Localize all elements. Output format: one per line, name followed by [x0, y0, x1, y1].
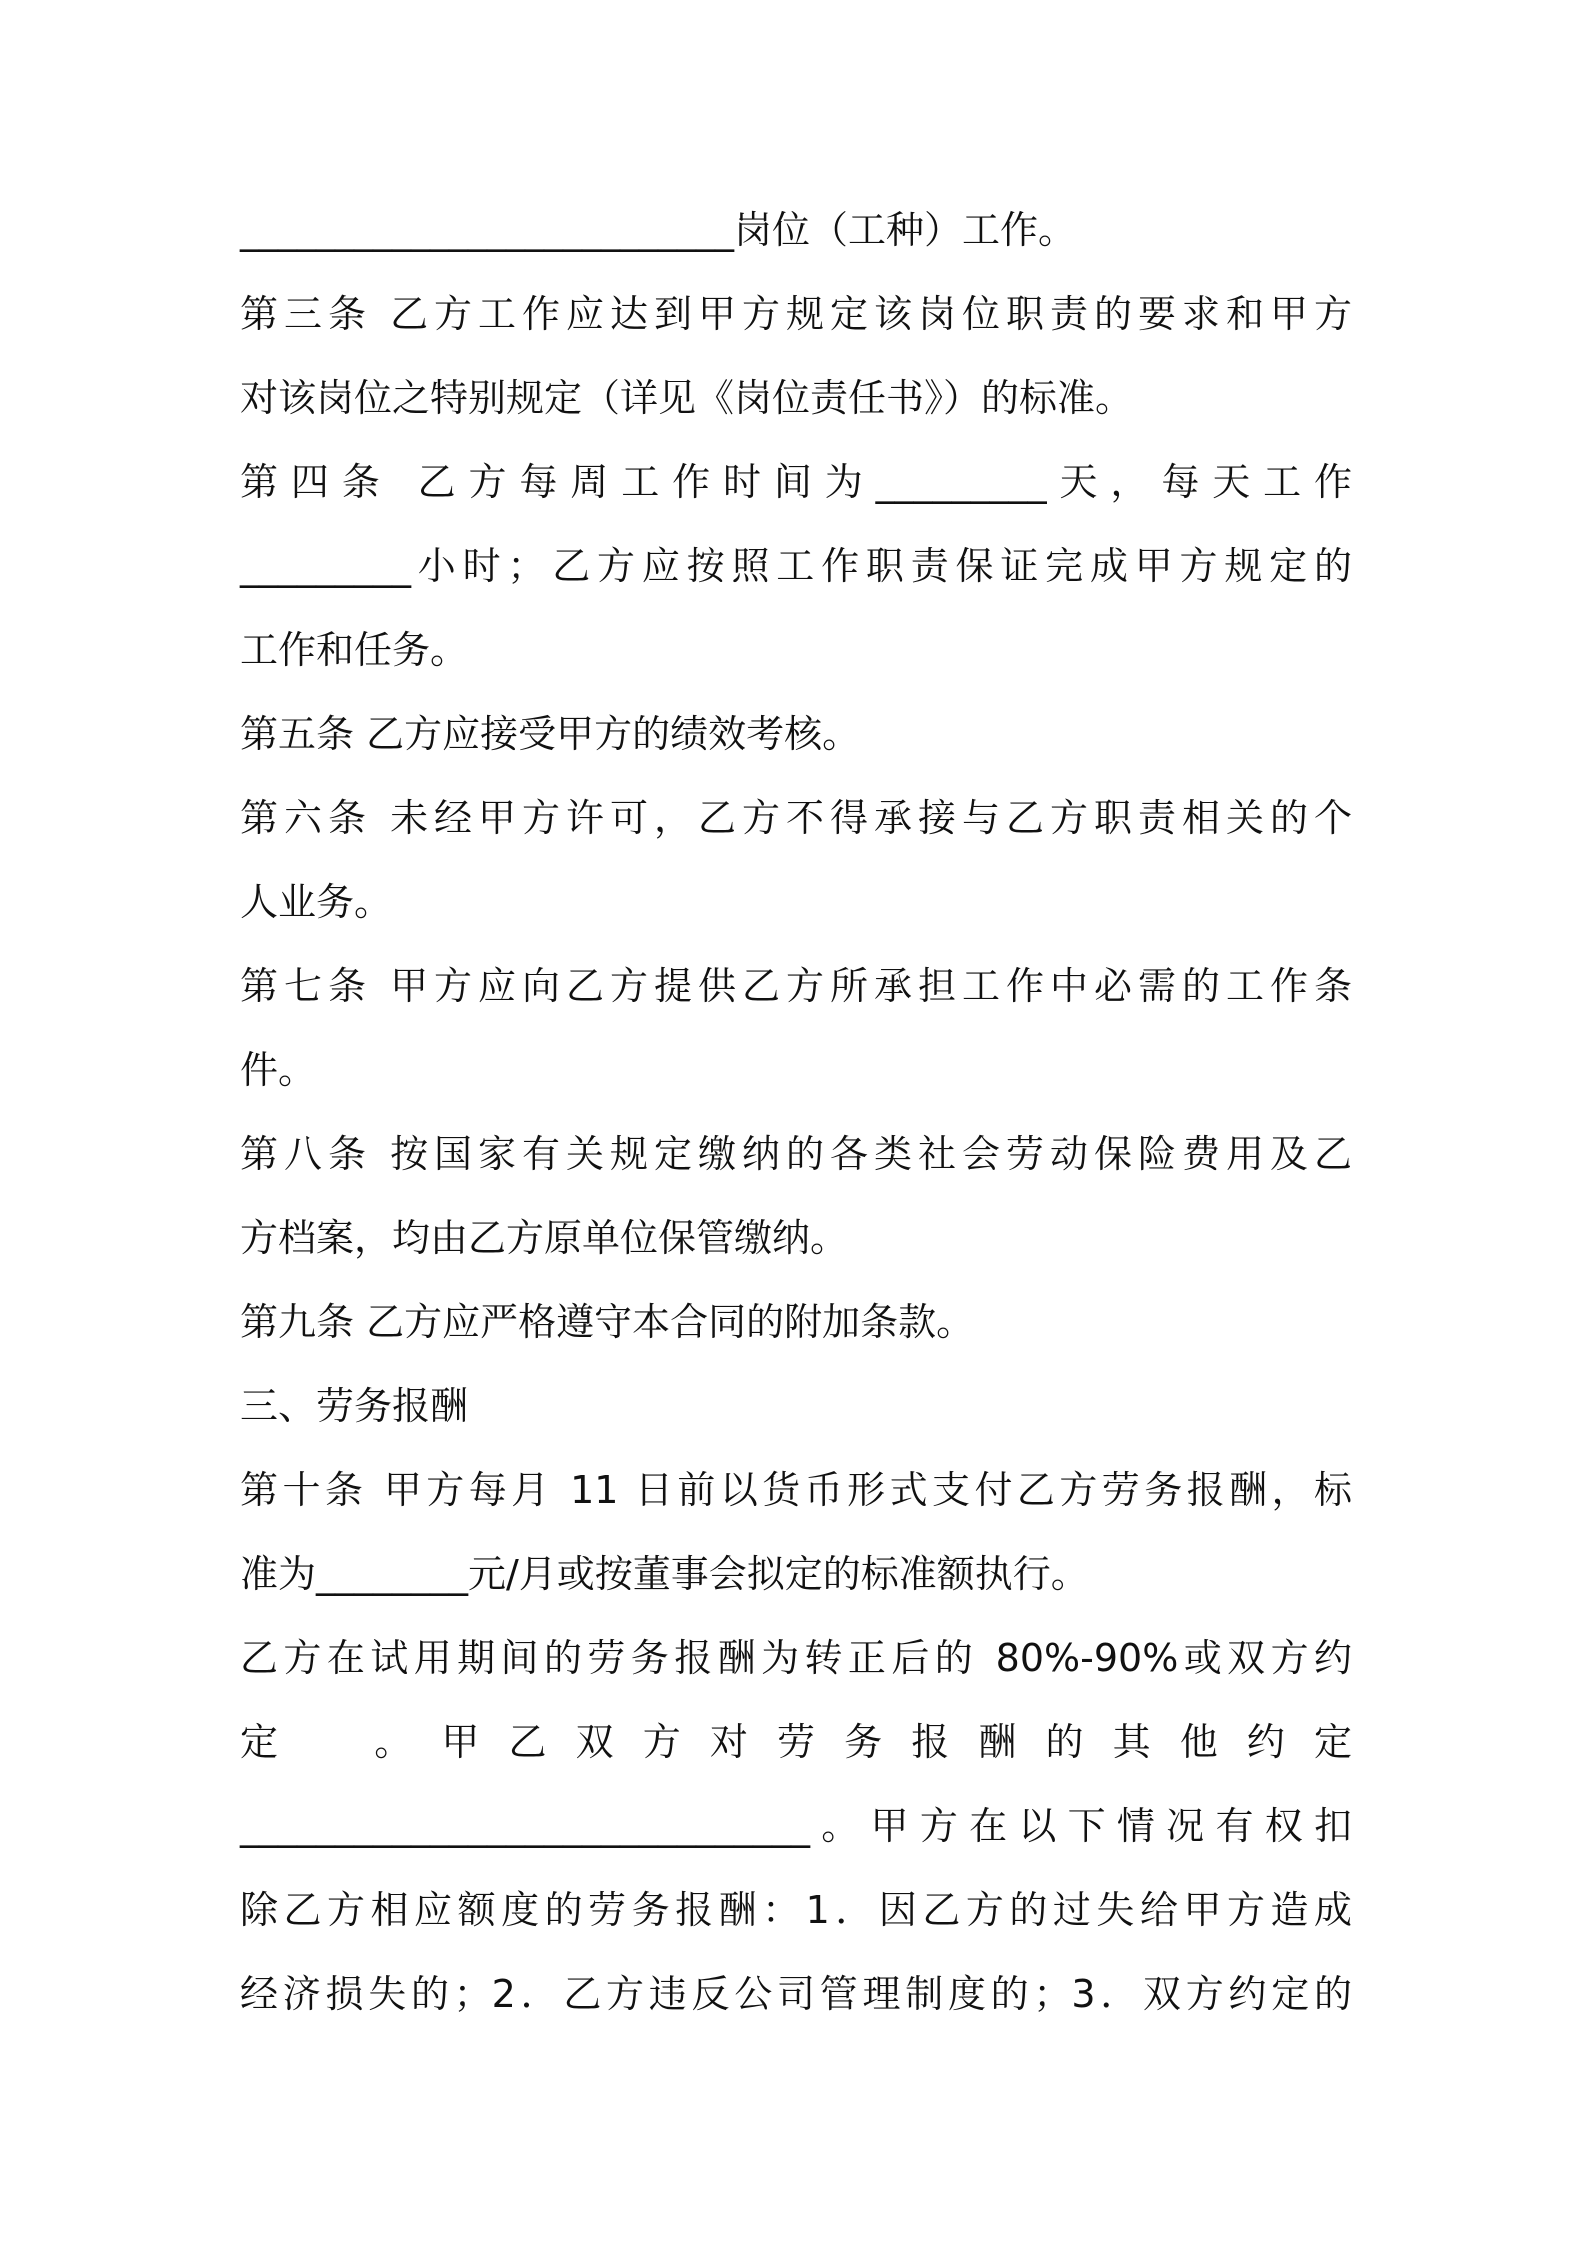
text-line: 第五条 乙方应接受甲方的绩效考核。	[240, 712, 861, 756]
text-line: __________________________岗位（工种）工作。	[240, 208, 1077, 252]
text-line: 人业务。	[240, 880, 393, 924]
text-line: 第四条 乙方每周工作时间为_________天，每天工作	[240, 460, 1352, 504]
text-line: 定 。甲乙双方对劳务报酬的其他约定	[240, 1720, 1352, 1764]
text-line: 第三条 乙方工作应达到甲方规定该岗位职责的要求和甲方	[240, 292, 1352, 336]
text-line: 第八条 按国家有关规定缴纳的各类社会劳动保险费用及乙	[240, 1132, 1352, 1176]
text-line: 对该岗位之特别规定（详见《岗位责任书》）的标准。	[240, 376, 1134, 420]
text-line: 第十条 甲方每月 11 日前以货币形式支付乙方劳务报酬，标	[240, 1468, 1352, 1512]
section-heading: 三、劳务报酬	[240, 1384, 469, 1428]
text-line: 乙方在试用期间的劳务报酬为转正后的 80%-90%或双方约	[240, 1636, 1352, 1680]
text-line: _________小时；乙方应按照工作职责保证完成甲方规定的	[240, 544, 1352, 588]
text-line: ______________________________。甲方在以下情况有权扣	[240, 1804, 1352, 1848]
text-line: 第七条 甲方应向乙方提供乙方所承担工作中必需的工作条	[240, 964, 1352, 1008]
text-line: 方档案，均由乙方原单位保管缴纳。	[240, 1216, 849, 1260]
text-line: 除乙方相应额度的劳务报酬：1．因乙方的过失给甲方造成	[240, 1888, 1352, 1932]
text-line: 第六条 未经甲方许可，乙方不得承接与乙方职责相关的个	[240, 796, 1352, 840]
document-page	[240, 198, 1352, 2046]
text-line: 工作和任务。	[240, 628, 469, 672]
text-line: 经济损失的；2．乙方违反公司管理制度的；3．双方约定的	[240, 1972, 1352, 2016]
text-line: 准为________元/月或按董事会拟定的标准额执行。	[240, 1552, 1089, 1596]
text-line: 第九条 乙方应严格遵守本合同的附加条款。	[240, 1300, 975, 1344]
text-line: 件。	[240, 1048, 317, 1092]
